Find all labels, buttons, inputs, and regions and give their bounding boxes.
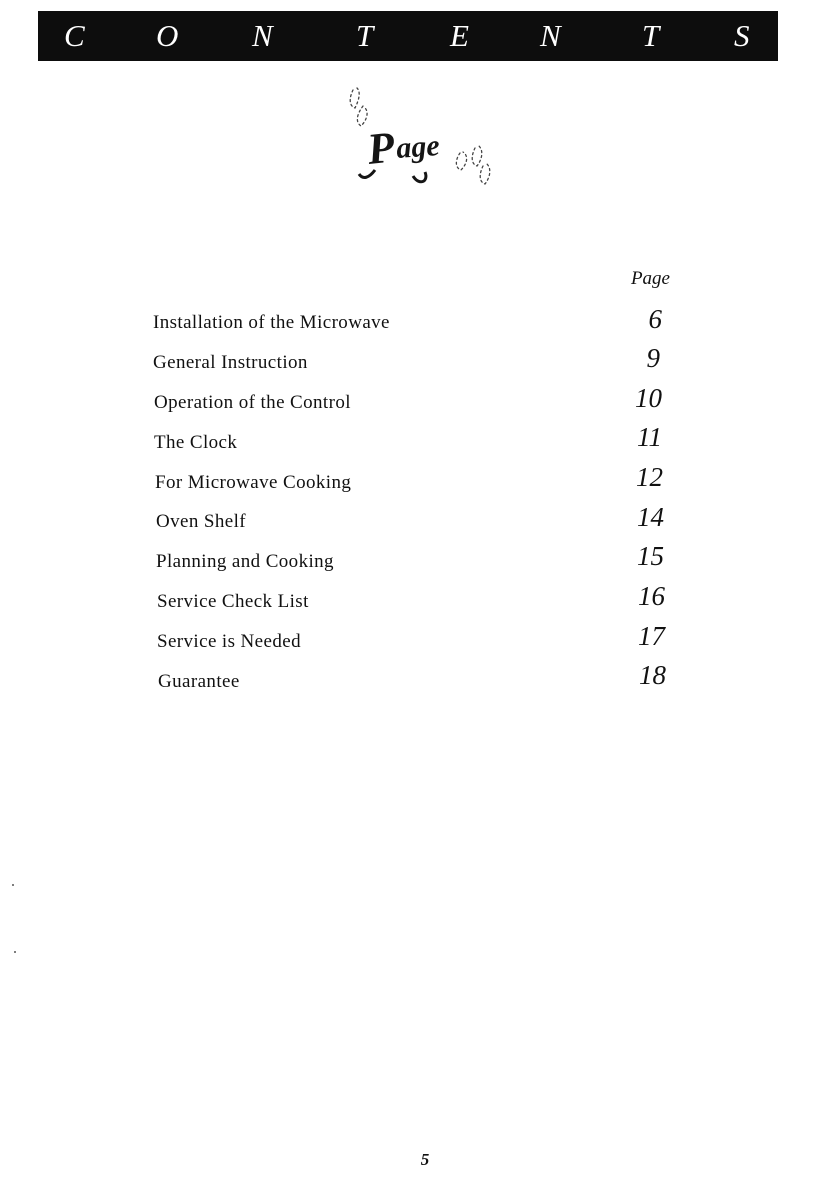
toc-item-page: 15 (637, 541, 664, 571)
toc-item-title: Oven Shelf (156, 511, 247, 532)
svg-text:age: age (395, 129, 441, 165)
toc-item-title: The Clock (154, 432, 238, 453)
toc-item-page: 11 (637, 422, 662, 452)
banner-letter: N (540, 18, 561, 53)
footer-page-number: 5 (420, 1150, 430, 1169)
banner-letter: T (642, 18, 660, 53)
toc-item-title: Guarantee (158, 671, 240, 692)
toc-item-title: Operation of the Control (154, 392, 351, 413)
banner-letter: O (156, 18, 179, 53)
toc-item-title: Service is Needed (157, 631, 301, 652)
banner-letter: N (252, 18, 273, 53)
toc-item-title: General Instruction (153, 352, 308, 373)
scan-speck (12, 884, 14, 886)
banner-letter: T (356, 18, 374, 53)
toc-item-page: 12 (636, 462, 663, 492)
toc-item-title: Planning and Cooking (156, 551, 334, 572)
toc-item-page: 16 (638, 581, 665, 611)
toc-item-title: Installation of the Microwave (153, 312, 390, 333)
toc-item-title: For Microwave Cooking (155, 472, 352, 493)
page-logo (335, 78, 510, 198)
svg-text:P: P (364, 122, 397, 174)
banner-letter: C (64, 18, 85, 53)
toc-item-page: 9 (646, 343, 660, 373)
contents-banner (38, 11, 778, 61)
banner-letter: S (734, 18, 750, 53)
toc-item-page: 6 (648, 304, 662, 334)
toc-item-page: 10 (635, 383, 662, 413)
banner-letter: E (450, 18, 469, 53)
toc-item-title: Service Check List (157, 591, 309, 612)
toc-item-page: 17 (638, 621, 665, 651)
toc-item-page: 18 (639, 660, 666, 690)
toc-item-page: 14 (637, 502, 664, 532)
scan-speck (14, 951, 16, 953)
page-column-heading: Page (630, 268, 670, 289)
